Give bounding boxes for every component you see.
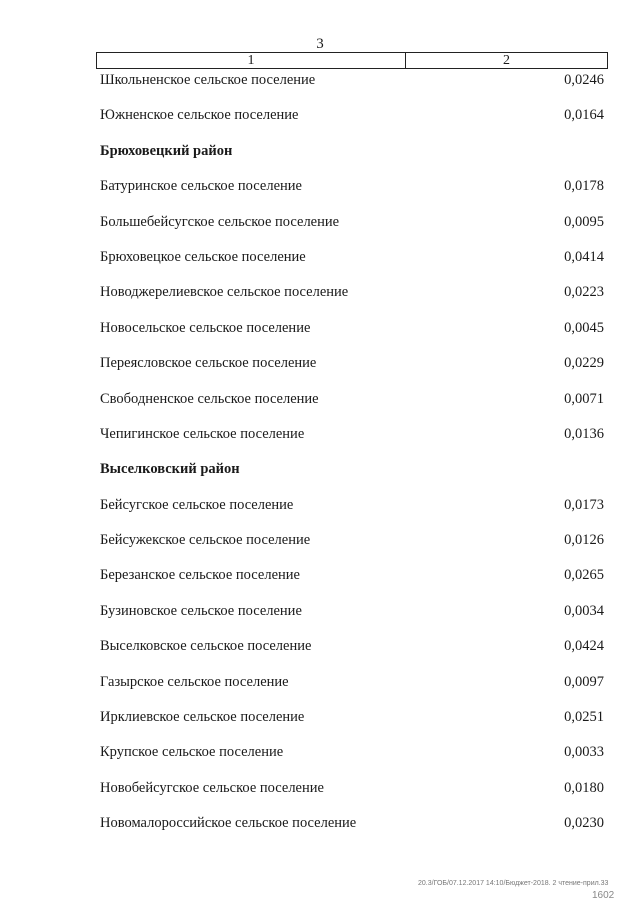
coefficient-value: 0,0229 (564, 355, 604, 372)
table-row (0, 603, 640, 638)
table-row (0, 107, 640, 142)
table-row (0, 391, 640, 426)
coefficient-value: 0,0246 (564, 72, 604, 88)
settlement-name: Свободненское сельское поселение (100, 390, 319, 407)
table-row (0, 567, 640, 602)
column-2-header: 2 (503, 53, 510, 68)
table-row (0, 249, 640, 284)
settlement-name: Бейсужекское сельское поселение (100, 532, 311, 549)
coefficient-value: 0,0180 (564, 779, 604, 796)
table-row (0, 674, 640, 709)
district-name: Выселковский район (100, 461, 240, 478)
coefficient-value: 0,0126 (564, 532, 604, 549)
coefficient-value: 0,0173 (564, 496, 604, 513)
table-row (0, 780, 640, 815)
settlement-name: Южненское сельское поселение (100, 107, 299, 124)
settlement-name: Большебейсугское сельское поселение (100, 213, 340, 230)
coefficient-value: 0,0251 (564, 709, 604, 726)
table-row (0, 709, 640, 744)
table-row (0, 355, 640, 390)
settlement-name: Школьненское сельское поселение (100, 72, 316, 88)
footer-code: 1602 (592, 890, 615, 901)
coefficient-value: 0,0164 (564, 107, 604, 124)
coefficient-value: 0,0097 (564, 673, 604, 690)
coefficient-value: 0,0265 (564, 567, 604, 584)
table-row (0, 72, 640, 107)
table-row (0, 815, 640, 850)
coefficient-value: 0,0424 (564, 638, 604, 655)
table-row (0, 320, 640, 355)
district-heading-row (0, 461, 640, 496)
settlement-name: Ирклиевское сельское поселение (100, 709, 305, 726)
table-row (0, 497, 640, 532)
settlement-name: Бузиновское сельское поселение (100, 602, 302, 619)
settlement-name: Газырское сельское поселение (100, 673, 289, 690)
settlement-name: Брюховецкое сельское поселение (100, 248, 306, 265)
settlement-name: Новобейсугское сельское поселение (100, 779, 324, 796)
table-row (0, 284, 640, 319)
district-heading-row (0, 143, 640, 178)
settlement-name: Бейсугское сельское поселение (100, 496, 294, 513)
settlement-name: Чепигинское сельское поселение (100, 425, 305, 442)
settlement-name: Новоджерелиевское сельское поселение (100, 284, 349, 301)
coefficient-value: 0,0223 (564, 284, 604, 301)
table-row (0, 214, 640, 249)
coefficient-value: 0,0033 (564, 744, 604, 761)
settlement-name: Новосельское сельское поселение (100, 319, 311, 336)
coefficient-value: 0,0095 (564, 213, 604, 230)
settlement-name: Батуринское сельское поселение (100, 178, 302, 195)
table-column-header (96, 52, 608, 69)
table-row (0, 744, 640, 779)
settlement-name: Березанское сельское поселение (100, 567, 300, 584)
coefficient-value: 0,0414 (564, 248, 604, 265)
coefficient-value: 0,0230 (564, 815, 604, 832)
footer-file-stamp: 20.3/ГОБ/07.12.2017 14:10/Бюджет-2018. 2 чтение-прил.33 (418, 880, 609, 887)
coefficient-value: 0,0045 (564, 319, 604, 336)
coefficient-value: 0,0071 (564, 390, 604, 407)
coefficient-value: 0,0136 (564, 425, 604, 442)
settlement-name: Выселковское сельское поселение (100, 638, 312, 655)
table-row (0, 532, 640, 567)
coefficient-value: 0,0034 (564, 602, 604, 619)
table-body (0, 72, 640, 851)
table-row (0, 178, 640, 213)
coefficient-value: 0,0178 (564, 178, 604, 195)
table-row (0, 426, 640, 461)
settlement-name: Новомалороссийское сельское поселение (100, 815, 357, 832)
district-name: Брюховецкий район (100, 142, 233, 159)
page-number: 3 (316, 36, 324, 52)
settlement-name: Крупское сельское поселение (100, 744, 284, 761)
table-row (0, 638, 640, 673)
settlement-name: Переясловское сельское поселение (100, 355, 317, 372)
column-1-header: 1 (97, 53, 406, 68)
